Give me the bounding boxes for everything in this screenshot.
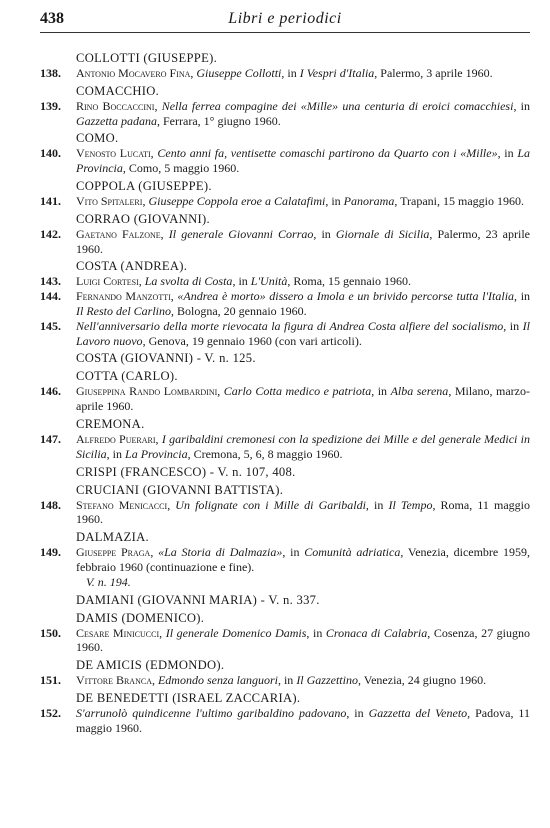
entry-text: Alfredo Puerari, I garibaldini cremonesi con la spedizione dei Mille e del generale Medici in Sicilia, in La Provincia, Cremona, 5, 6, 8 maggio 1960.: [76, 431, 530, 461]
entry: [40, 146, 530, 176]
entry-author: Fernando Manzotti: [76, 289, 171, 304]
entry-number: 138.: [40, 66, 61, 80]
entry-number: 140.: [40, 146, 61, 161]
entry: [40, 227, 530, 257]
entry: [40, 498, 530, 528]
entry-author: Cesare Minicucci: [76, 625, 160, 640]
entry-text: [76, 319, 530, 349]
section: [40, 658, 530, 688]
entry-author: Stefano Menicacci: [76, 497, 168, 512]
entry-title: «La Storia di Dalmazia»: [158, 545, 283, 560]
section-heading: COMACCHIO.: [76, 83, 160, 98]
section-heading: CRISPI (FRANCESCO) - V. n. 107, 408.: [76, 464, 296, 479]
entry-source-prefix: , in: [514, 289, 531, 304]
section-heading: DE AMICIS (EDMONDO).: [76, 658, 225, 673]
entry-text: Fernando Manzotti, «Andrea è morto» dissero a Imola e un brivido percorse tutta l'Italia, in Il Resto del Carlino, Bologna, 20 gennaio 1960.: [76, 289, 531, 318]
entry-source-title: Il Resto del Carlino: [76, 303, 171, 318]
page-header: [40, 10, 530, 32]
section: [40, 259, 530, 348]
entry-text: Giuseppe Praga, «La Storia di Dalmazia», in Comunità adriatica, Venezia, dicembre 1959, febbraio 1960 (continuazione e fine).: [76, 545, 531, 574]
entry-author: Antonio Mocavero Fina: [76, 66, 191, 80]
section: [40, 465, 530, 480]
entry-source-title: L'Unità: [250, 274, 288, 289]
entry-source-prefix: , in: [371, 384, 391, 399]
section-heading: DALMAZIA.: [76, 530, 150, 545]
entry-text: Luigi Cortesi, La svolta di Costa, in L'Unità, Roma, 15 gennaio 1960.: [76, 274, 412, 289]
entry: [40, 432, 530, 462]
entry-author: Giuseppina Rando Lombardini: [76, 384, 218, 399]
entry-details: , Palermo, 23 aprile 1960.: [76, 226, 530, 256]
entry-source-prefix: , in: [313, 226, 336, 241]
entry: [40, 66, 530, 81]
section-heading: COLLOTTI (GIUSEPPE).: [76, 51, 218, 65]
entry-number: 148.: [40, 497, 61, 512]
entry-source-prefix: , in: [513, 98, 530, 113]
entry-source-title: Il Lavoro nuovo: [76, 318, 530, 348]
entry-details: , Palermo, 3 aprile 1960.: [374, 66, 493, 80]
entry-author: Venosto Lucati: [76, 146, 151, 161]
entry-source-prefix: , in: [232, 274, 251, 289]
entry-source-prefix: , in: [325, 193, 344, 208]
entry-source-title: Il Tempo: [388, 497, 433, 512]
entry-number: 144.: [40, 289, 61, 304]
entry-author: Luigi Cortesi: [76, 274, 139, 289]
entry-number: 147.: [40, 431, 61, 446]
section: [40, 179, 530, 209]
entry-number: 149.: [40, 545, 61, 560]
entry-source-title: Comunità adriatica: [304, 545, 401, 560]
entry-number: 151.: [40, 673, 61, 688]
entry-details: , Venezia, 24 giugno 1960.: [357, 673, 487, 688]
section: [40, 51, 530, 81]
entry-title: Il generale Domenico Damis: [165, 625, 307, 640]
section-heading: DAMIS (DOMENICO).: [76, 610, 205, 625]
page-number: 438: [40, 10, 64, 27]
entry-text: Giuseppina Rando Lombardini, Carlo Cotta medico e patriota, in Alba serena, Milano, marzo-aprile 1960.: [76, 384, 530, 414]
section: [40, 593, 530, 608]
entry-title: Cento anni fa, ventisette comaschi partirono da Quarto con i «Mille»: [157, 146, 498, 161]
entry-title: S'arrunolò quindicenne l'ultimo garibaldino padovano: [76, 705, 347, 720]
entry-text: Stefano Menicacci, Un folignate con i Mille di Garibaldi, in Il Tempo, Roma, 11 maggio 1960.: [76, 497, 530, 527]
entry-source-prefix: , in: [503, 318, 523, 333]
entry-details: , Milano, marzo-aprile 1960.: [76, 384, 530, 414]
entry: [40, 319, 530, 349]
entry-text: Vito Spitaleri, Giuseppe Coppola eroe a Calatafimi, in Panorama, Trapani, 15 maggio 1960.: [76, 193, 525, 208]
section-heading: DAMIANI (GIOVANNI MARIA) - V. n. 337.: [76, 592, 320, 607]
section: [40, 131, 530, 176]
entry-source-title: Il Gazzettino: [296, 673, 358, 688]
entry-details: , Cosenza, 27 giugno 1960.: [76, 625, 530, 655]
entry-title: Giuseppe Collotti: [196, 66, 282, 80]
section: [40, 369, 530, 414]
entry-number: 150.: [40, 625, 61, 640]
section-heading: COPPOLA (GIUSEPPE).: [76, 178, 212, 193]
section: [40, 417, 530, 462]
entry-title: Nell'anniversario della morte rievocata la figura di Andrea Costa alfiere del socialismo: [76, 318, 504, 333]
entry: [40, 274, 530, 289]
entry-details: , Cremona, 5, 6, 8 maggio 1960.: [187, 446, 343, 461]
cross-reference: V. n. 194.: [86, 574, 131, 589]
entry-number: 145.: [40, 318, 61, 333]
entry-details: , Roma, 11 maggio 1960.: [76, 497, 530, 527]
entry-source-prefix: , in: [277, 673, 297, 688]
entry-title: I garibaldini cremonesi con la spedizione dei Mille e del generale Medici in Sicilia: [76, 431, 530, 461]
entry-source-title: Gazzetta del Veneto: [368, 705, 468, 720]
entry-details: , Venezia, dicembre 1959, febbraio 1960 (continuazione e fine).: [76, 545, 531, 574]
entry-title: Un folignate con i Mille di Garibaldi: [175, 497, 366, 512]
entry-number: 139.: [40, 98, 61, 113]
entry-details: , Como, 5 maggio 1960.: [122, 161, 240, 176]
section-heading: CORRAO (GIOVANNI).: [76, 211, 210, 226]
entry-title: «Andrea è morto» dissero a Imola e un brivido percorse tutta l'Italia: [177, 289, 515, 304]
entry-author: Giuseppe Praga: [76, 545, 151, 560]
section: [40, 483, 530, 528]
entry-details: , Padova, 11 maggio 1960.: [76, 705, 530, 735]
entry: [40, 545, 530, 575]
section-heading: COSTA (GIOVANNI) - V. n. 125.: [76, 351, 256, 366]
entry-author: Gaetano Falzone: [76, 226, 161, 241]
entry-number: 146.: [40, 384, 61, 399]
entry-title: Carlo Cotta medico e patriota: [223, 384, 372, 399]
entry-title: Edmondo senza languori: [157, 673, 278, 688]
entry-details: , Trapani, 15 maggio 1960.: [394, 193, 525, 208]
entry-source-title: Cronaca di Calabria: [325, 625, 428, 640]
entry-source-prefix: , in: [306, 625, 326, 640]
entry-author: Rino Boccaccini: [76, 98, 155, 113]
header-rule: [40, 32, 530, 33]
entry-text: Antonio Mocavero Fina, Giuseppe Collotti, in I Vespri d'Italia, Palermo, 3 aprile 1960.: [76, 66, 493, 80]
section-heading: COTTA (CARLO).: [76, 369, 178, 384]
entry: [40, 673, 530, 688]
section: [40, 84, 530, 129]
entry-author: Vittore Branca: [76, 673, 152, 688]
section: [40, 212, 530, 257]
entry-source-title: La Provincia: [125, 446, 188, 461]
entry-source-title: La Provincia: [76, 146, 531, 176]
section: [40, 691, 530, 736]
entry-source-title: Alba serena: [390, 384, 449, 399]
section-heading: COMO.: [76, 131, 119, 146]
entry-author: Alfredo Puerari: [76, 431, 156, 446]
entry-text: [76, 706, 530, 736]
entry-details: , Roma, 15 gennaio 1960.: [287, 274, 412, 289]
entry-text: Rino Boccaccini, Nella ferrea compagine dei «Mille» una centuria di eroici comacchiesi, in Gazzetta padana, Ferrara, 1° giugno 1960.: [76, 98, 530, 128]
entry-title: Nella ferrea compagine dei «Mille» una centuria di eroici comacchiesi: [161, 98, 514, 113]
section: [40, 351, 530, 366]
entry-title: Il generale Giovanni Corrao: [168, 226, 314, 241]
entry-text: Venosto Lucati, Cento anni fa, ventisette comaschi partirono da Quarto con i «Mille», in La Provincia, Como, 5 maggio 1960.: [76, 146, 531, 176]
entry-title: Giuseppe Coppola eroe a Calatafimi: [148, 193, 326, 208]
entry-source-prefix: , in: [282, 545, 305, 560]
entry-number: 152.: [40, 705, 61, 720]
entry-number: 142.: [40, 226, 61, 241]
section-heading: COSTA (ANDREA).: [76, 259, 188, 274]
section-heading: CRUCIANI (GIOVANNI BATTISTA).: [76, 482, 284, 497]
entry-title: La svolta di Costa: [144, 274, 233, 289]
entry-source-prefix: , in: [106, 446, 126, 461]
entry: [40, 626, 530, 656]
entry-source-title: Giornale di Sicilia: [335, 226, 430, 241]
entry-source-prefix: , in: [281, 66, 300, 80]
entry-author: Vito Spitaleri: [76, 193, 143, 208]
entry-details: , Ferrara, 1° giugno 1960.: [157, 113, 281, 128]
section-heading: DE BENEDETTI (ISRAEL ZACCARIA).: [76, 690, 301, 705]
entry: [40, 706, 530, 736]
section-heading: CREMONA.: [76, 416, 145, 431]
section: [40, 611, 530, 656]
entry-number: 143.: [40, 274, 61, 289]
entry: [40, 384, 530, 414]
entry-source-title: Panorama: [343, 193, 395, 208]
entry: [40, 194, 530, 209]
entry: [40, 99, 530, 129]
bibliography-list: [40, 48, 530, 736]
entry-text: Gaetano Falzone, Il generale Giovanni Corrao, in Giornale di Sicilia, Palermo, 23 aprile 1960.: [76, 226, 530, 256]
section: [40, 530, 530, 589]
entry-source-prefix: , in: [346, 705, 369, 720]
entry: [40, 289, 530, 319]
entry-source-title: Gazzetta padana: [76, 113, 157, 128]
entry-source-title: I Vespri d'Italia: [299, 66, 375, 80]
entry-source-prefix: , in: [365, 497, 389, 512]
entry-details: , Genova, 19 gennaio 1960 (con vari articoli).: [142, 333, 362, 348]
entry-text: Cesare Minicucci, Il generale Domenico Damis, in Cronaca di Calabria, Cosenza, 27 giugno 1960.: [76, 625, 530, 655]
entry-number: 141.: [40, 193, 61, 208]
entry-details: , Bologna, 20 gennaio 1960.: [171, 303, 307, 318]
running-title: Libri e periodici: [228, 10, 342, 27]
entry-source-prefix: , in: [497, 146, 518, 161]
entry-text: Vittore Branca, Edmondo senza languori, in Il Gazzettino, Venezia, 24 giugno 1960.: [76, 673, 487, 688]
